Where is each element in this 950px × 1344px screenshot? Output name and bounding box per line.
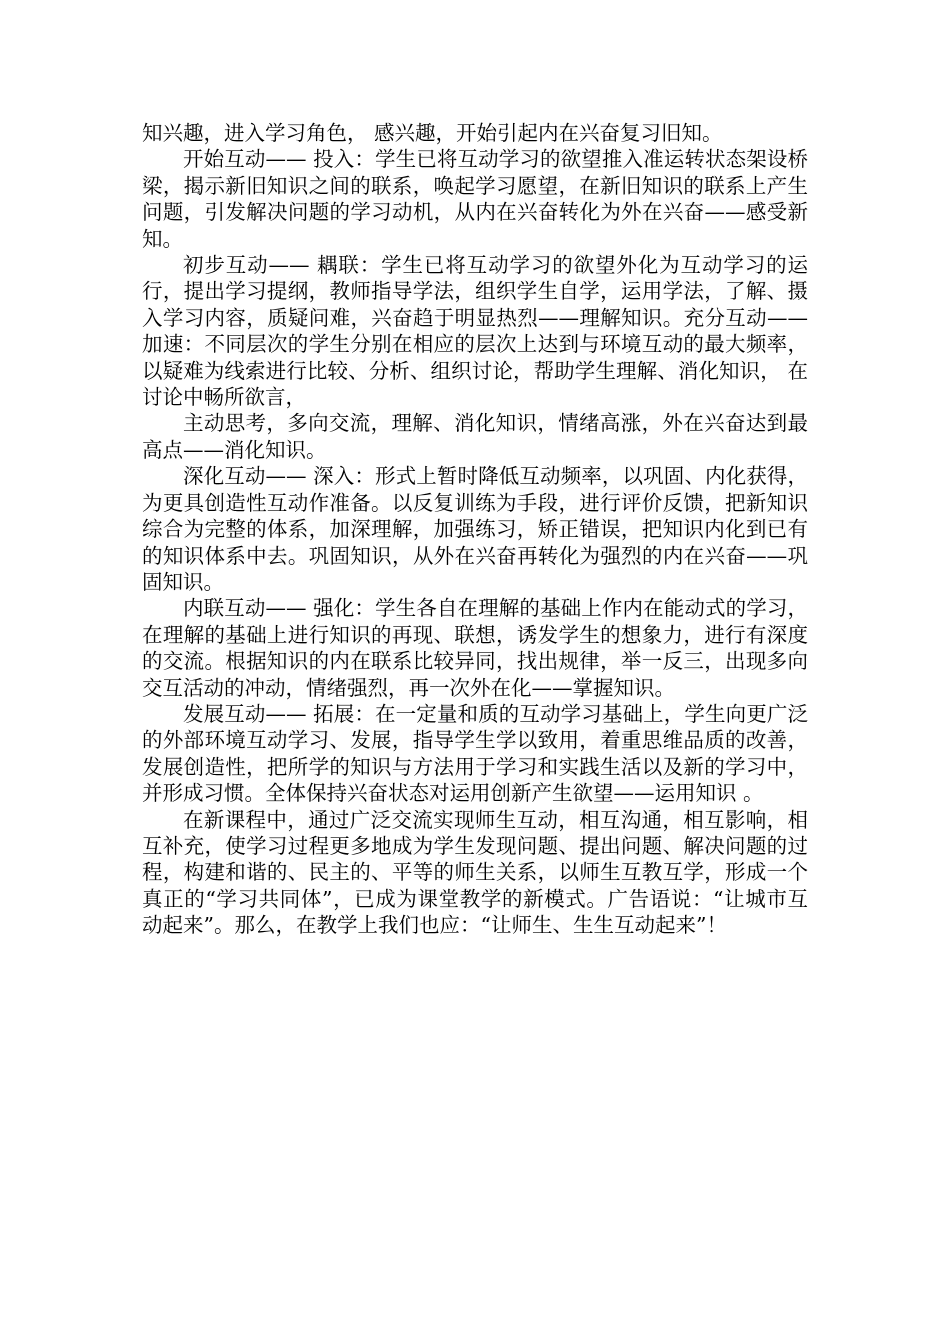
paragraph-develop-interaction: 发展互动—— 拓展：在一定量和质的互动学习基础上，学生向更广泛的外部环境互动学习、发展，指导学生学以致用，着重思维品质的改善，发展创造性，把所学的知识与方法用于学习和实践生活以及新的学习中，并形成习惯。全体保持兴奋状态对运用创新产生欲望——运用知识 。 — [142, 701, 808, 806]
paragraph-conclusion: 在新课程中，通过广泛交流实现师生互动，相互沟通，相互影响，相互补充，使学习过程更多地成为学生发现问题、提出问题、解决问题的过程，构建和谐的、民主的、平等的师生关系，以师生互教互学，形成一个真正的“学习共同体”，已成为课堂教学的新模式。广告语说：“让城市互动起来”。那么，在教学上我们也应：“让师生、生生互动起来”！ — [142, 807, 808, 938]
document-body — [142, 120, 808, 939]
paragraph-internal-interaction: 内联互动—— 强化：学生各自在理解的基础上作内在能动式的学习，在理解的基础上进行知识的再现、联想，诱发学生的想象力，进行有深度的交流。根据知识的内在联系比较异同，找出规律，举一反三，出现多向交互活动的冲动，情绪强烈，再一次外在化——掌握知识。 — [142, 596, 808, 700]
paragraph-initial-interaction: 初步互动—— 耦联：学生已将互动学习的欲望外化为互动学习的运行，提出学习提纲，教师指导学法，组织学生自学，运用学法，了解、摄入学习内容，质疑问难，兴奋趋于明显热烈——理解知识。充分互动—— 加速：不同层次的学生分别在相应的层次上达到与环境互动的最大频率，以疑难为线索进行比较、分析、组织讨论，帮助学生理解、消化知识， 在讨论中畅所欲言， — [142, 253, 808, 410]
paragraph-continuation: 知兴趣，进入学习角色， 感兴趣，开始引起内在兴奋复习旧知。 — [142, 121, 723, 145]
paragraph-active-thinking: 主动思考，多向交流，理解、消化知识，情绪高涨，外在兴奋达到最高点——消化知识。 — [142, 411, 808, 462]
paragraph-deepen-interaction: 深化互动—— 深入：形式上暂时降低互动频率，以巩固、内化获得，为更具创造性互动作准备。以反复训练为手段，进行评价反馈，把新知识综合为完整的体系，加深理解，加强练习，矫正错误，把知识内化到已有的知识体系中去。巩固知识，从外在兴奋再转化为强烈的内在兴奋——巩固知识。 — [142, 464, 808, 594]
paragraph-start-interaction: 开始互动—— 投入：学生已将互动学习的欲望推入准运转状态架设桥梁，揭示新旧知识之间的联系，唤起学习愿望，在新旧知识的联系上产生问题，引发解决问题的学习动机，从内在兴奋转化为外在兴奋——感受新知。 — [142, 147, 808, 251]
